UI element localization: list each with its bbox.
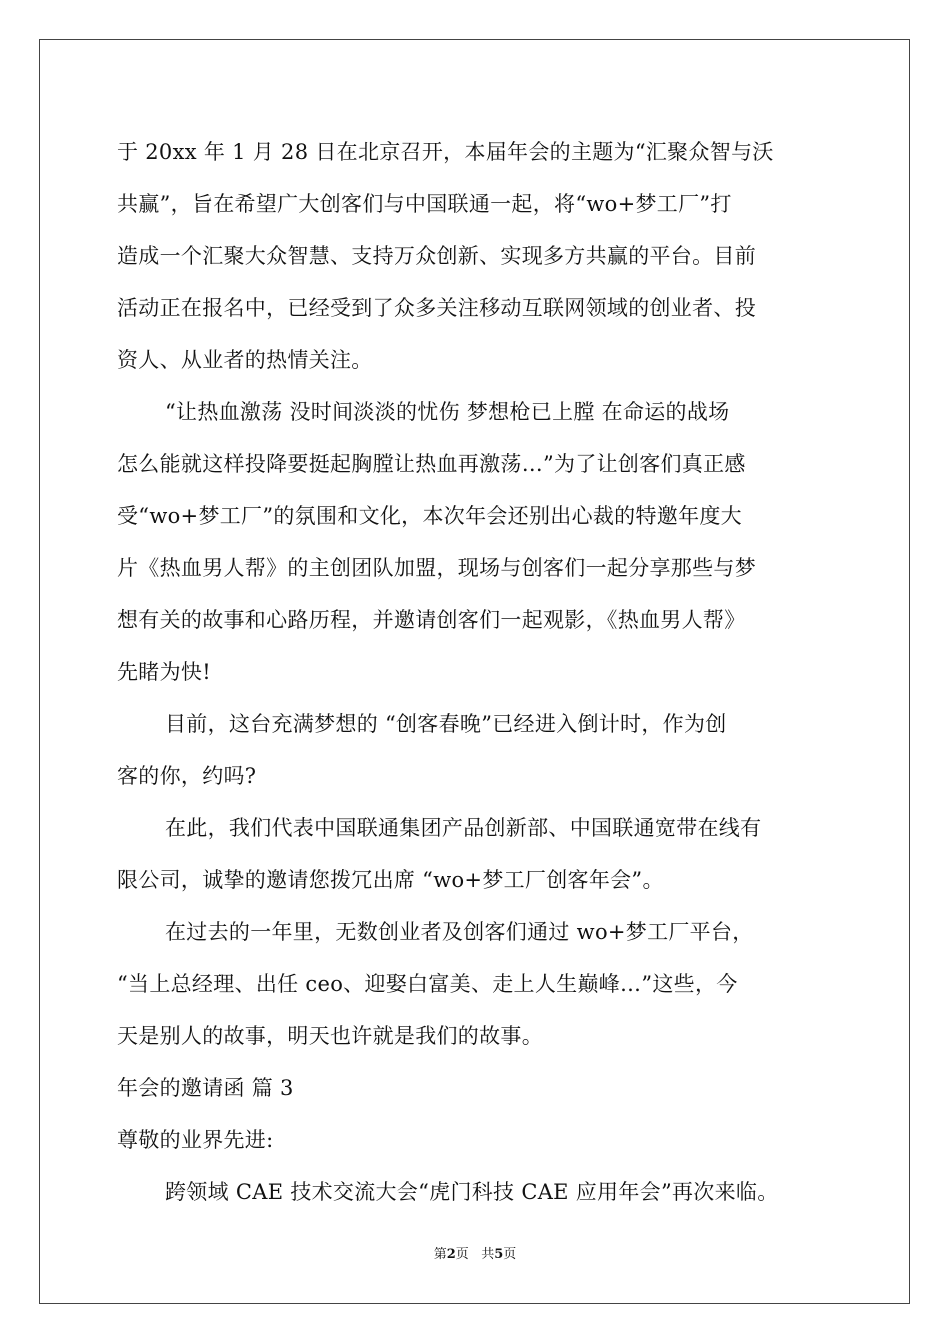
- text-line: 资人、从业者的热情关注。: [117, 348, 373, 372]
- text-line: 活动正在报名中，已经受到了众多关注移动互联网领域的创业者、投: [117, 296, 756, 320]
- text-line: 于 20xx 年 1 月 28 日在北京召开，本届年会的主题为“汇聚众智与沃: [117, 140, 774, 164]
- page-number: 2: [446, 1247, 456, 1262]
- paragraph-start: 在此，我们代表中国联通集团产品创新部、中国联通宽带在线有: [165, 816, 762, 840]
- total-pages: 5: [494, 1247, 504, 1262]
- document-body: [117, 126, 842, 1218]
- text-line: “当上总经理、出任 ceo、迎娶白富美、走上人生巅峰…”这些，今: [117, 972, 738, 996]
- salutation: 尊敬的业界先进:: [117, 1128, 274, 1152]
- text-line: 受“wo+梦工厂”的氛围和文化，本次年会还别出心裁的特邀年度大: [117, 504, 742, 528]
- paragraph-start: 在过去的一年里，无数创业者及创客们通过 wo+梦工厂平台，: [165, 920, 754, 944]
- page-unit: 页: [455, 1247, 469, 1262]
- text-line: 先睹为快!: [117, 660, 211, 684]
- paragraph-start: “让热血激荡 没时间淡淡的忧伤 梦想枪已上膛 在命运的战场: [165, 400, 730, 424]
- text-line: 客的你，约吗?: [117, 764, 257, 788]
- total-unit: 页: [503, 1247, 517, 1262]
- page-footer: [0, 1246, 950, 1264]
- page-prefix: 第: [433, 1247, 447, 1262]
- paragraph-start: 目前，这台充满梦想的 “创客春晚”已经进入倒计时，作为创: [165, 712, 727, 736]
- text-line: 共赢”，旨在希望广大创客们与中国联通一起，将“wo+梦工厂”打: [117, 192, 732, 216]
- text-line: 限公司，诚挚的邀请您拨冗出席 “wo+梦工厂创客年会”。: [117, 868, 664, 892]
- text-line: 片《热血男人帮》的主创团队加盟，现场与创客们一起分享那些与梦: [117, 556, 756, 580]
- total-prefix: 共: [481, 1247, 495, 1262]
- text-line: 造成一个汇聚大众智慧、支持万众创新、实现多方共赢的平台。目前: [117, 244, 756, 268]
- text-line: 天是别人的故事，明天也许就是我们的故事。: [117, 1024, 543, 1048]
- text-line: 想有关的故事和心路历程，并邀请创客们一起观影，《热血男人帮》: [117, 608, 746, 632]
- section-heading: 年会的邀请函 篇 3: [117, 1076, 294, 1100]
- paragraph-start: 跨领域 CAE 技术交流大会“虎门科技 CAE 应用年会”再次来临。: [165, 1180, 779, 1204]
- text-line: 怎么能就这样投降要挺起胸膛让热血再激荡…”为了让创客们真正感: [117, 452, 746, 476]
